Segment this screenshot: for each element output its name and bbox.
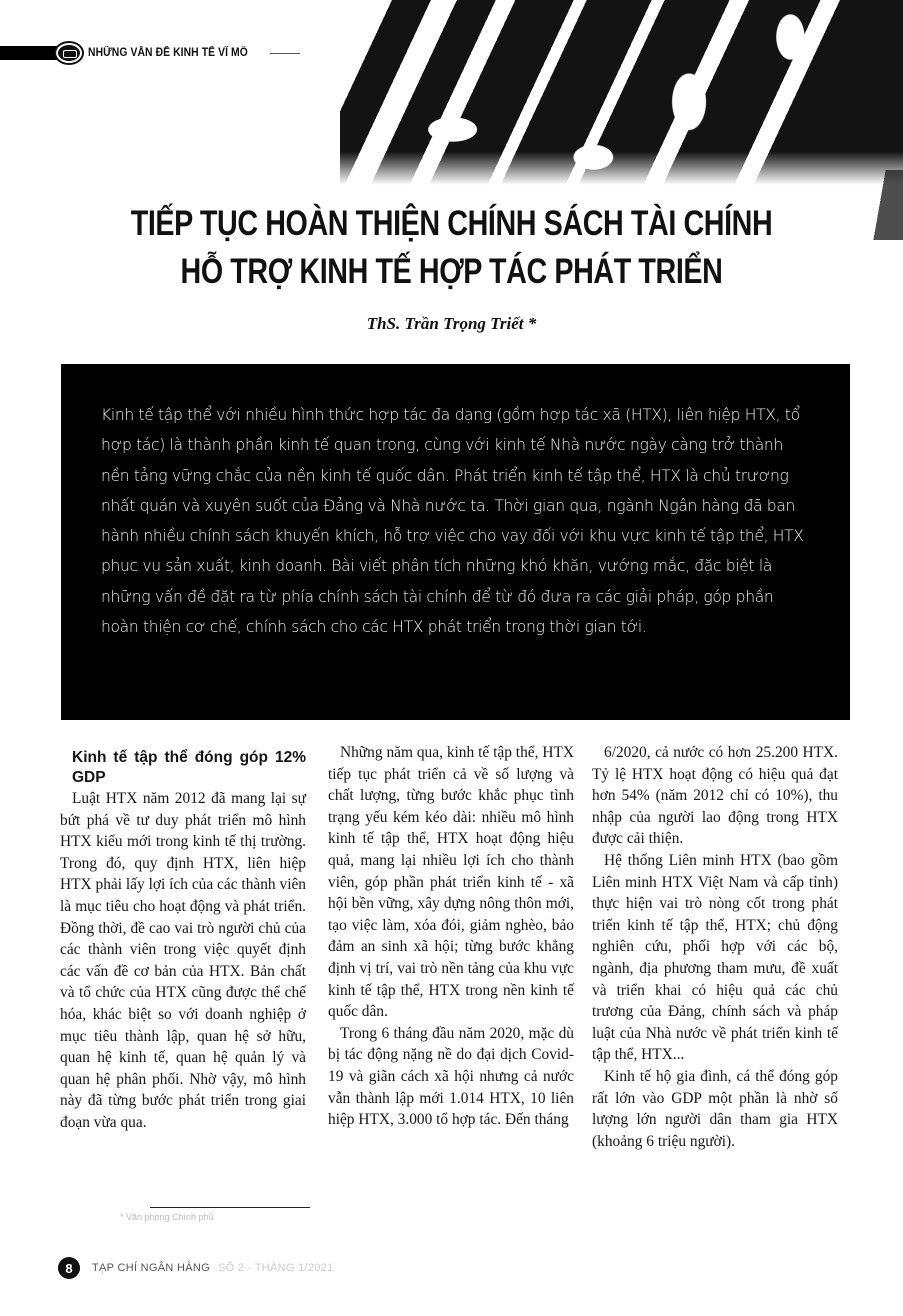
column-3 [592,742,838,1152]
title-line-1: TIẾP TỤC HOÀN THIỆN CHÍNH SÁCH TÀI CHÍNH [130,204,773,243]
footnote-rule [150,1207,310,1208]
header-photo [340,0,903,185]
issue-info: SỐ 2 - THÁNG 1/2021 [217,1262,334,1274]
running-head-bar [0,46,58,60]
journal-name: TẠP CHÍ NGÂN HÀNG [92,1262,210,1274]
article-title [0,200,903,296]
paragraph: Luật HTX năm 2012 đã mang lại sự bứt phá về tư duy phát triển mô hình HTX kiểu mới trong kinh tế thị trường. Trong đó, quy định HTX, liên hiệp HTX phải lấy lợi ích của các thành viên là mục tiêu cho hoạt động và phát triển. Đồng thời, đề cao vai trò người chủ của các thành viên trong việc quyết định các vấn đề cơ bản của HTX. Bản chất và tổ chức của HTX cũng được thể chế hóa, khác biệt so với doanh nghiệp ở mục tiêu thành lập, quan hệ sở hữu, quan hệ kinh tế, quan hệ quản lý và quan hệ phân phối. Nhờ vậy, mô hình này đã từng bước phát triển trong giai đoạn vừa qua. [60,790,306,1131]
author-byline: ThS. Trần Trọng Triết * [366,314,537,333]
abstract-box [61,364,850,720]
page-number-badge: 8 [58,1257,80,1279]
footnote [120,1207,310,1222]
paragraph: 6/2020, cả nước có hơn 25.200 HTX. Tỷ lệ HTX hoạt động có hiệu quả đạt hơn 54% (năm 2012 chỉ có 10%), thu nhập của người lao động trong HTX được cải thiện. [592,744,838,848]
title-line-2: HỖ TRỢ KINH TẾ HỢP TÁC PHÁT TRIỂN [180,252,723,291]
footnote-text: * Văn phòng Chính phủ [120,1212,214,1222]
section-label: NHỮNG VẤN ĐỀ KINH TẾ VĨ MÔ [88,47,248,59]
abstract-text: Kinh tế tập thể với nhiều hình thức hợp tác đa dạng (gồm hợp tác xã (HTX), liên hiệp HTX, tổ hợp tác) là thành phần kinh tế quan trọng, cùng với kinh tế Nhà nước ngày càng trở thành nền tảng vững chắc của nền kinh tế quốc dân. Phát triển kinh tế tập thể, HTX là chủ trương nhất quán và xuyên suốt của Đảng và Nhà nước ta. Thời gian qua, ngành Ngân hàng đã ban hành nhiều chính sách khuyến khích, hỗ trợ việc cho vay đối với khu vực kinh tế tập thể, HTX phục vụ sản xuất, kinh doanh. Bài viết phân tích những khó khăn, vướng mắc, đặc biệt là những vấn đề đặt ra từ phía chính sách tài chính để từ đó đưa ra các giải pháp, góp phần hoàn thiện cơ chế, chính sách cho các HTX phát triển trong thời gian tới. [101,405,804,637]
page-footer [58,1257,334,1279]
paragraph: Kinh tế hộ gia đình, cá thể đóng góp rất lớn vào GDP một phần là nhờ số lượng lớn người dân tham gia HTX (khoảng 6 triệu người). [592,1067,838,1150]
column-2 [328,742,574,1131]
paragraph: Hệ thống Liên minh HTX (bao gồm Liên minh HTX Việt Nam và cấp tỉnh) thực hiện vai trò nòng cốt trong phát triển kinh tế tập thể, HTX; chủ động nghiên cứu, phối hợp với các bộ, ngành, địa phương tham mưu, đề xuất và triển khai có hiệu quả các chủ trương của Đảng, chính sách và pháp luật của Nhà nước về phát triển kinh tế tập thể, HTX... [592,851,838,1064]
journal-logo-icon [56,43,82,63]
paragraph: Trong 6 tháng đầu năm 2020, mặc dù bị tác động nặng nề do đại dịch Covid-19 và giãn cách xã hội nhưng cả nước vẫn thành lập mới 1.014 HTX, 10 liên hiệp HTX, 3.000 tổ hợp tác. Đến tháng [328,1024,574,1129]
section-heading: Kinh tế tập thể đóng góp 12% GDP [72,749,306,786]
paragraph: Những năm qua, kinh tế tập thể, HTX tiếp tục phát triển cả về số lượng và chất lượng, từng bước khắc phục tình trạng yếu kém kéo dài: nhiều mô hình kinh tế tập thể, HTX hoạt động hiệu quả, mang lại nhiều lợi ích cho thành viên, góp phần phát triển kinh tế - xã hội bền vững, xây dựng nông thôn mới, tạo việc làm, xóa đói, giảm nghèo, bảo đảm an sinh xã hội; từng bước khẳng định vị trí, vai trò nền tảng của khu vực kinh tế tập thể, HTX trong nền kinh tế quốc dân. [328,744,574,1021]
column-1 [60,742,306,1134]
running-head [0,42,300,64]
running-head-rule [270,53,300,54]
body-columns [60,742,850,1242]
